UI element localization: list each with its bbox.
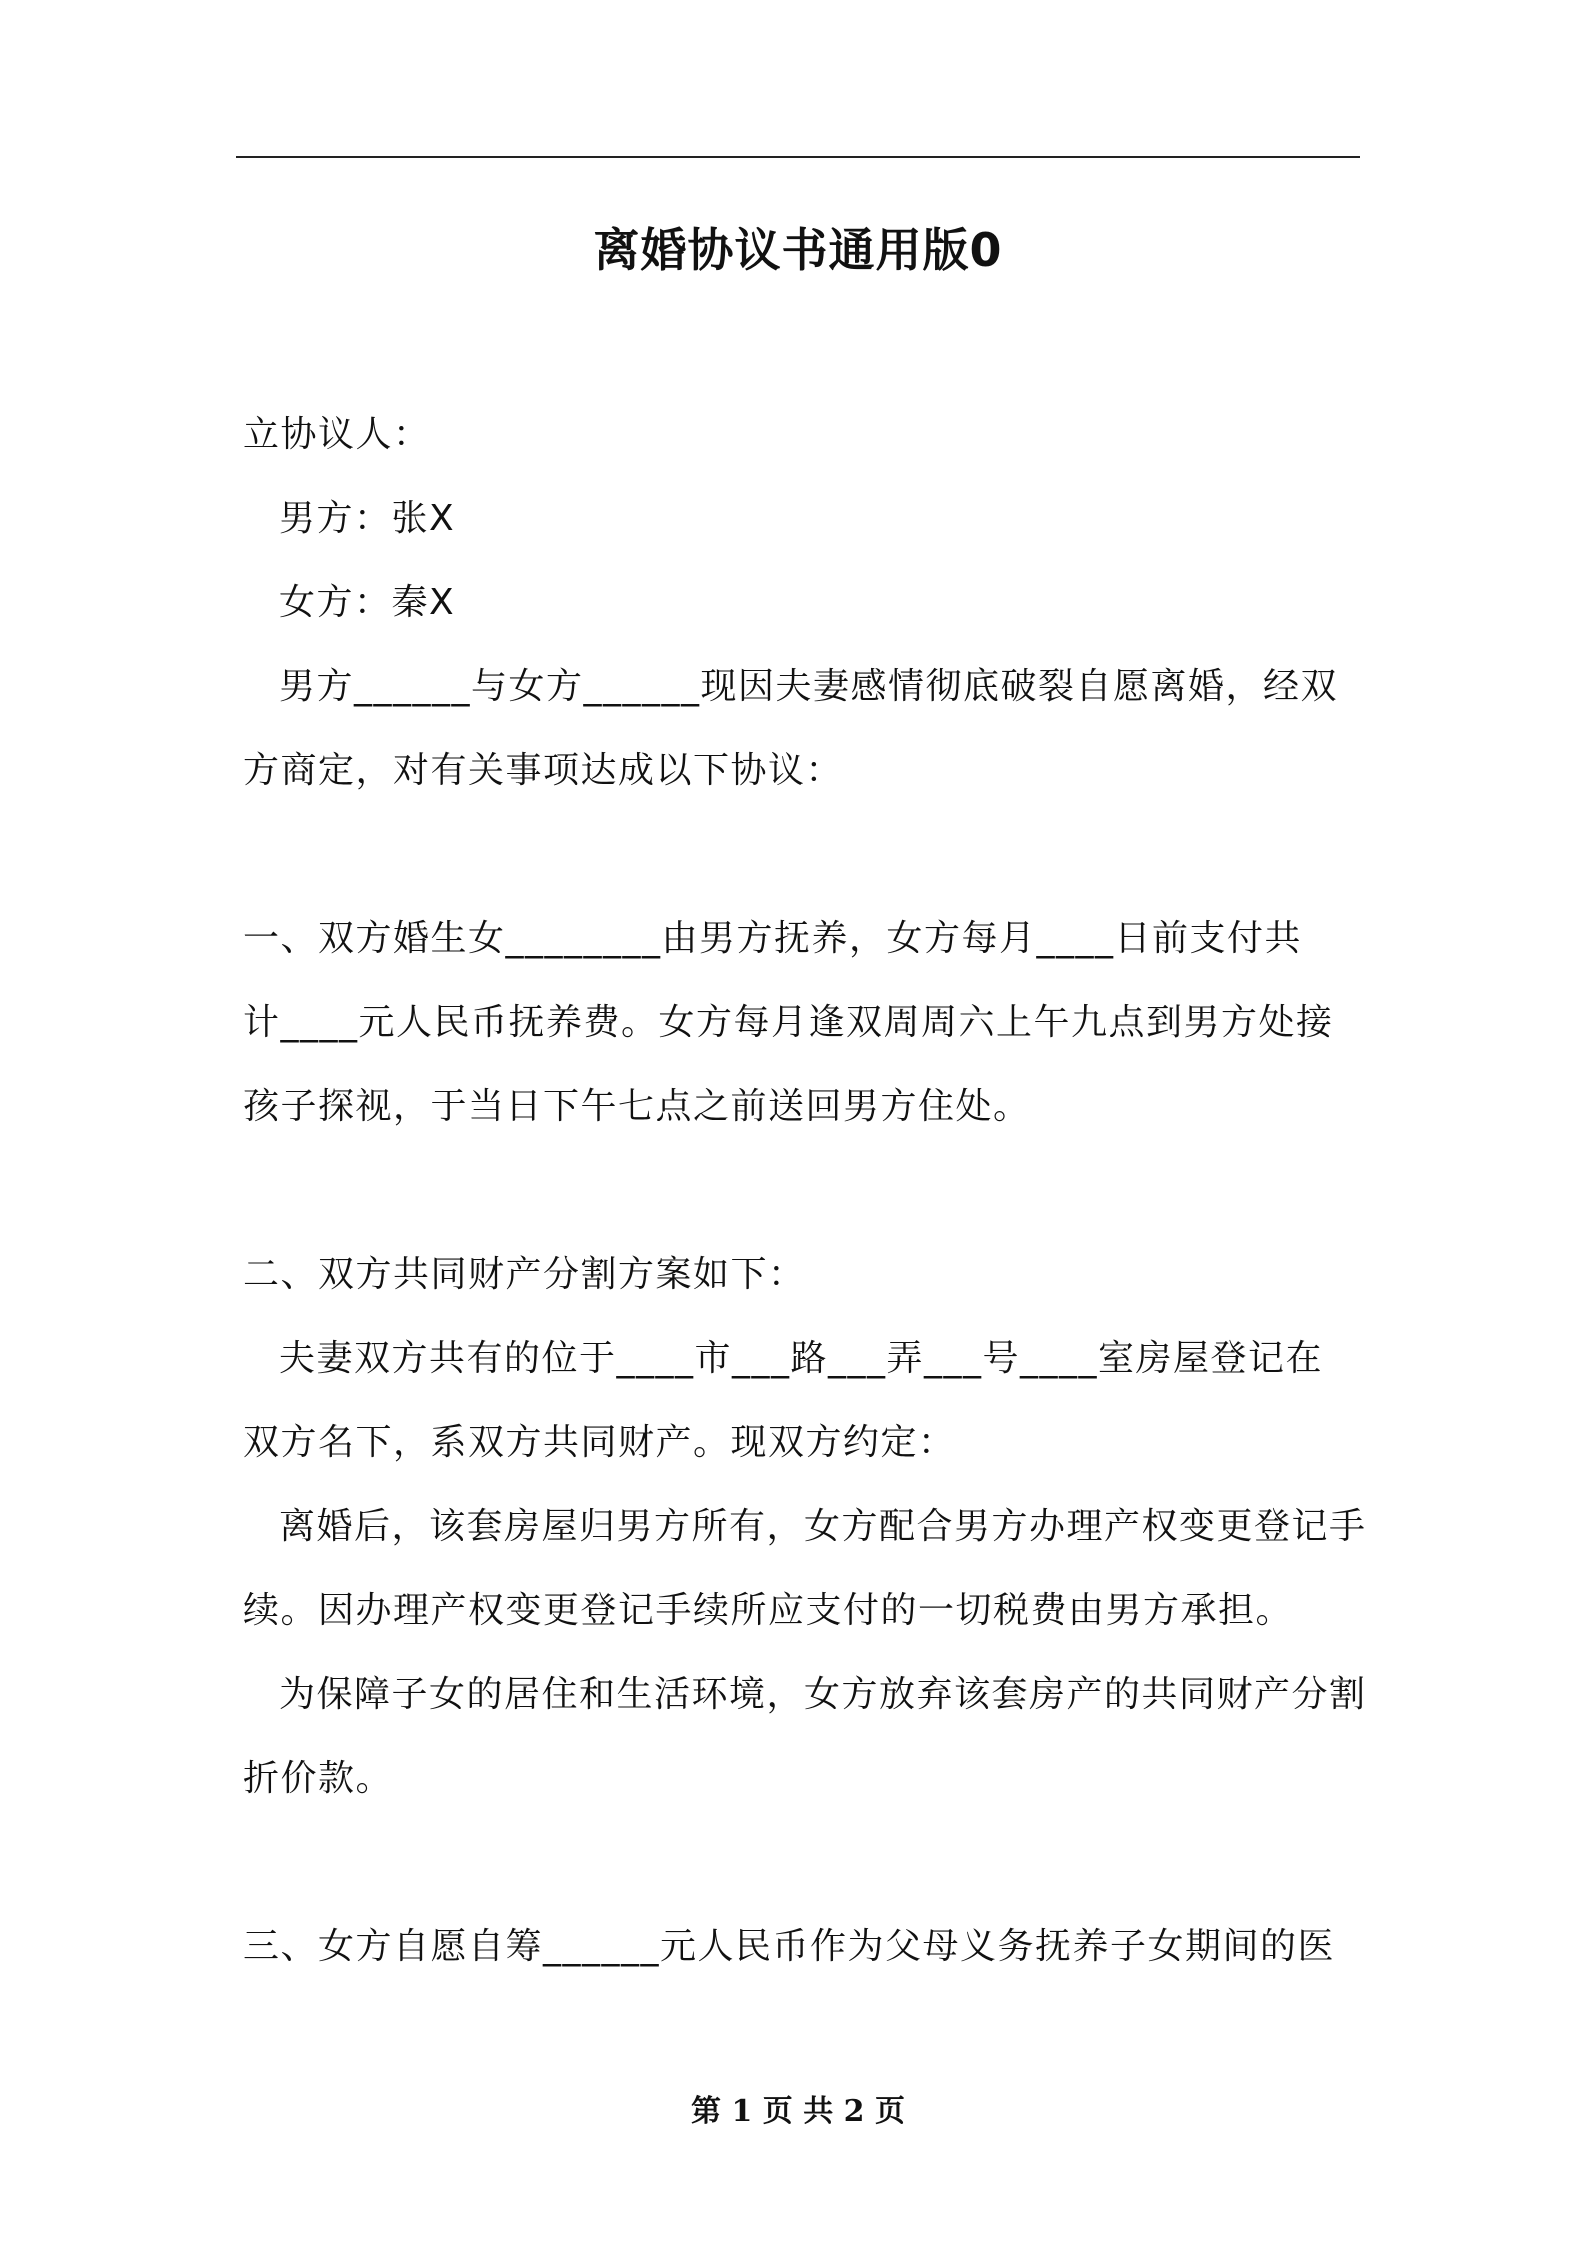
clause-3-line-1: 三、女方自愿自筹______元人民币作为父母义务抚养子女期间的医 — [243, 1926, 1336, 1967]
female-party: 女方：秦X — [279, 582, 456, 623]
clause-2-heading: 二、双方共同财产分割方案如下： — [243, 1254, 806, 1295]
preamble-line-1: 男方______与女方______现因夫妻感情彻底破裂自愿离婚，经双 — [279, 666, 1339, 707]
parties-heading: 立协议人： — [243, 414, 431, 455]
clause-1-line-3: 孩子探视，于当日下午七点之前送回男方住处。 — [243, 1086, 1031, 1127]
document-title: 离婚协议书通用版0 — [593, 223, 1003, 277]
preamble-line-2: 方商定，对有关事项达成以下协议： — [243, 750, 844, 791]
clause-1-line-2: 计____元人民币抚养费。女方每月逢双周周六上午九点到男方处接 — [243, 1002, 1334, 1043]
clause-1-line-1: 一、双方婚生女________由男方抚养，女方每月____日前支付共 — [243, 918, 1303, 959]
clause-2-line-6: 折价款。 — [243, 1758, 394, 1799]
header-rule — [236, 156, 1360, 158]
clause-2-line-1: 夫妻双方共有的位于____市___路___弄___号____室房屋登记在 — [279, 1338, 1324, 1379]
clause-2-line-3: 离婚后，该套房屋归男方所有，女方配合男方办理产权变更登记手 — [279, 1506, 1367, 1547]
clause-2-line-2: 双方名下，系双方共同财产。现双方约定： — [243, 1422, 956, 1463]
clause-2-line-4: 续。因办理产权变更登记手续所应支付的一切税费由男方承担。 — [243, 1590, 1294, 1631]
page-number: 第 1 页 共 2 页 — [691, 2094, 905, 2129]
male-party: 男方：张X — [279, 498, 456, 539]
clause-2-line-5: 为保障子女的居住和生活环境，女方放弃该套房产的共同财产分割 — [279, 1674, 1367, 1715]
